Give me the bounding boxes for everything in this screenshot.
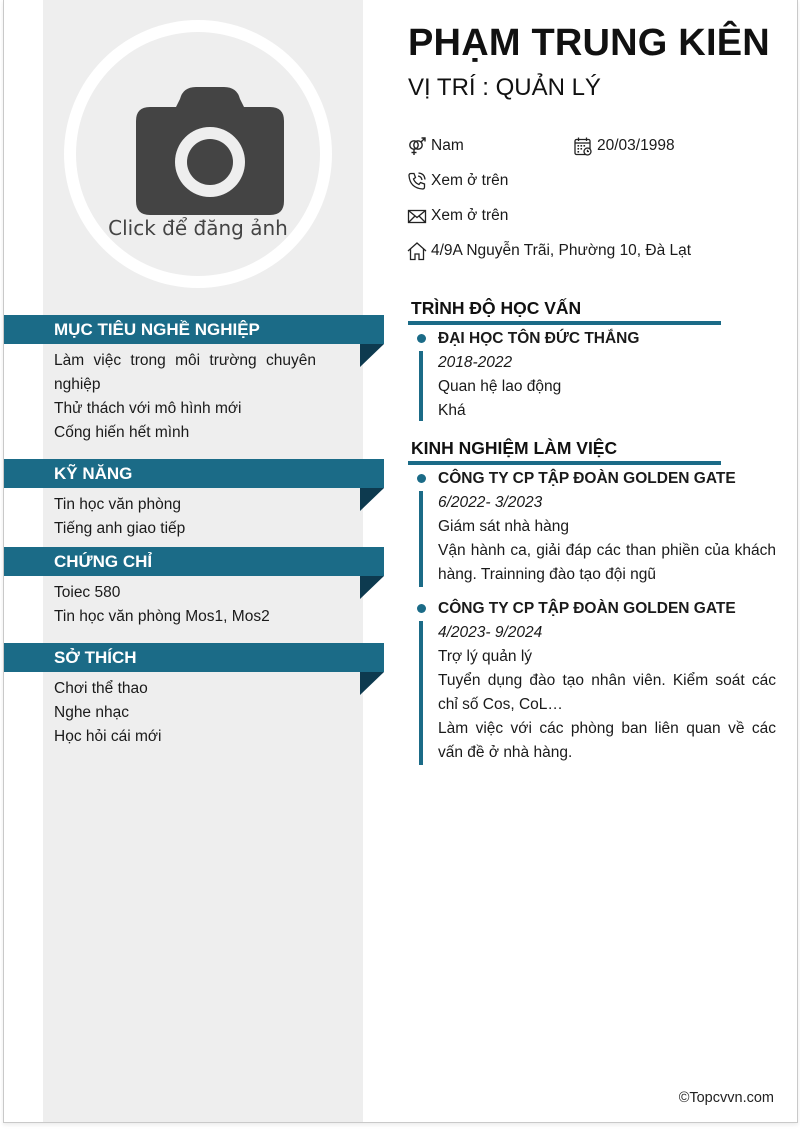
experience-period: 4/2023- 9/2024 xyxy=(438,624,543,641)
camera-icon xyxy=(136,87,284,217)
address-value: 4/9A Nguyễn Trãi, Phường 10, Đà Lạt xyxy=(431,242,692,259)
school-name: ĐẠI HỌC TÔN ĐỨC THẮNG xyxy=(438,330,640,347)
gender-value: Nam xyxy=(431,137,464,154)
calendar-icon xyxy=(573,136,593,156)
avatar-placeholder xyxy=(76,32,320,276)
timeline-bar xyxy=(419,351,423,421)
phone-value: Xem ở trên xyxy=(431,172,509,189)
experience-role: Trợ lý quản lý xyxy=(438,648,533,665)
timeline-bar xyxy=(419,491,423,587)
experience-detail: Vận hành ca, giải đáp các than phiền của khách hàng. Trainning đào tạo đội ngũ xyxy=(438,542,776,583)
education-major: Quan hệ lao động xyxy=(438,378,562,395)
experience-period: 6/2022- 3/2023 xyxy=(438,494,543,511)
education-period: 2018-2022 xyxy=(438,354,513,371)
ribbon-fold xyxy=(360,344,384,367)
company-name: CÔNG TY CP TẬP ĐOÀN GOLDEN GATE xyxy=(438,470,736,487)
email-info xyxy=(407,206,508,226)
education-entry xyxy=(438,327,776,423)
ribbon-fold xyxy=(360,672,384,695)
certificates-list xyxy=(54,581,316,629)
section-header-hobbies: SỞ THÍCH xyxy=(4,643,384,672)
candidate-position: VỊ TRÍ : QUẢN LÝ xyxy=(408,74,601,101)
experience-role: Giám sát nhà hàng xyxy=(438,518,569,535)
avatar-upload[interactable] xyxy=(64,20,332,288)
certificate-item: Tin học văn phòng Mos1, Mos2 xyxy=(54,608,270,625)
experience-entry xyxy=(438,467,776,587)
ribbon-fold xyxy=(360,488,384,511)
section-header-experience: KINH NGHIỆM LÀM VIỆC xyxy=(411,438,618,458)
experience-entry xyxy=(438,597,776,765)
upload-photo-label: Click để đăng ảnh xyxy=(108,216,288,240)
birthday-info xyxy=(573,136,675,156)
hobby-item: Chơi thể thao xyxy=(54,680,148,697)
objective-item: Cống hiến hết mình xyxy=(54,424,190,441)
gender-info xyxy=(407,136,464,156)
section-header-certificates: CHỨNG CHỈ xyxy=(4,547,384,576)
section-header-education: TRÌNH ĐỘ HỌC VẤN xyxy=(411,298,582,318)
timeline-dot xyxy=(417,604,426,613)
certificate-item: Toiec 580 xyxy=(54,584,121,601)
objective-item: Làm việc trong môi trường chuyên nghiệp xyxy=(54,352,316,393)
hobby-item: Học hỏi cái mới xyxy=(54,728,162,745)
phone-icon xyxy=(407,171,427,191)
company-name: CÔNG TY CP TẬP ĐOÀN GOLDEN GATE xyxy=(438,600,736,617)
experience-detail: Tuyển dụng đào tạo nhân viên. Kiểm soát các chỉ số Cos, CoL… xyxy=(438,672,776,713)
timeline-dot xyxy=(417,334,426,343)
skill-item: Tin học văn phòng xyxy=(54,496,181,513)
candidate-name: PHẠM TRUNG KIÊN xyxy=(408,22,770,64)
timeline-bar xyxy=(419,621,423,765)
section-underline xyxy=(408,321,721,325)
email-value: Xem ở trên xyxy=(431,207,509,224)
skills-list xyxy=(54,493,316,541)
gender-icon xyxy=(407,136,427,156)
mail-icon xyxy=(407,206,427,226)
ribbon-fold xyxy=(360,576,384,599)
timeline-dot xyxy=(417,474,426,483)
hobbies-list xyxy=(54,677,316,749)
birthday-value: 20/03/1998 xyxy=(597,137,675,154)
hobby-item: Nghe nhạc xyxy=(54,704,129,721)
objective-list xyxy=(54,349,316,445)
objective-item: Thử thách với mô hình mới xyxy=(54,400,242,417)
copyright-text: ©Topcvvn.com xyxy=(678,1090,774,1106)
section-underline xyxy=(408,461,721,465)
skill-item: Tiếng anh giao tiếp xyxy=(54,520,186,537)
section-header-skills: KỸ NĂNG xyxy=(4,459,384,488)
education-grade: Khá xyxy=(438,402,466,419)
home-icon xyxy=(407,241,427,261)
experience-detail: Làm việc với các phòng ban liên quan về các vấn đề ở nhà hàng. xyxy=(438,720,776,761)
phone-info xyxy=(407,171,508,191)
section-header-objective: MỤC TIÊU NGHỀ NGHIỆP xyxy=(4,315,384,344)
address-info xyxy=(407,241,691,261)
